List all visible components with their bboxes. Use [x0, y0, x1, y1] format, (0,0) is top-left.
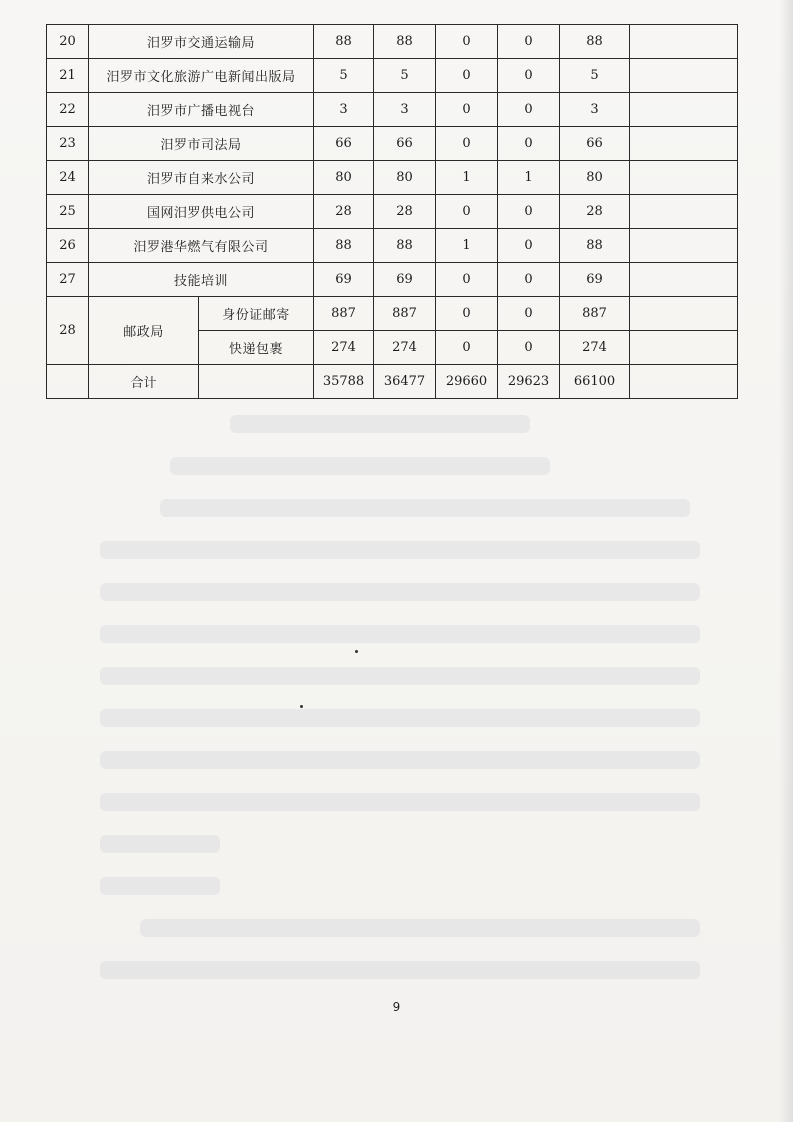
department-name: 邮政局: [89, 297, 199, 365]
value-cell: 3: [374, 93, 436, 127]
row-number: 21: [47, 59, 89, 93]
row-number: 25: [47, 195, 89, 229]
empty-cell: [199, 365, 314, 399]
department-name: 汨罗市交通运输局: [89, 25, 314, 59]
sub-item-name: 身份证邮寄: [199, 297, 314, 331]
value-cell: 0: [498, 25, 560, 59]
value-cell: 66: [560, 127, 630, 161]
department-name: 汨罗市广播电视台: [89, 93, 314, 127]
empty-cell: [630, 195, 738, 229]
department-name: 汨罗市文化旅游广电新闻出版局: [89, 59, 314, 93]
row-number: 20: [47, 25, 89, 59]
value-cell: 28: [560, 195, 630, 229]
value-cell: 0: [436, 127, 498, 161]
empty-cell: [630, 229, 738, 263]
value-cell: 887: [560, 297, 630, 331]
value-cell: 0: [436, 297, 498, 331]
total-value: 66100: [560, 365, 630, 399]
total-value: 29660: [436, 365, 498, 399]
scan-speck: [355, 650, 358, 653]
table-row-postal-1: [47, 297, 738, 331]
value-cell: 274: [560, 331, 630, 365]
table-row: [47, 25, 738, 59]
value-cell: 3: [314, 93, 374, 127]
page-number: 9: [392, 1000, 401, 1014]
table-row: [47, 93, 738, 127]
value-cell: 69: [374, 263, 436, 297]
value-cell: 0: [436, 93, 498, 127]
value-cell: 0: [436, 331, 498, 365]
value-cell: 274: [374, 331, 436, 365]
value-cell: 0: [498, 297, 560, 331]
empty-cell: [630, 263, 738, 297]
value-cell: 5: [560, 59, 630, 93]
empty-cell: [47, 365, 89, 399]
total-value: 29623: [498, 365, 560, 399]
value-cell: 0: [498, 59, 560, 93]
value-cell: 0: [498, 263, 560, 297]
department-name: 汨罗市自来水公司: [89, 161, 314, 195]
empty-cell: [630, 161, 738, 195]
empty-cell: [630, 127, 738, 161]
table-row: [47, 195, 738, 229]
value-cell: 80: [374, 161, 436, 195]
value-cell: 66: [374, 127, 436, 161]
row-number: 22: [47, 93, 89, 127]
total-value: 35788: [314, 365, 374, 399]
table-row: [47, 161, 738, 195]
value-cell: 88: [314, 229, 374, 263]
table-row: [47, 263, 738, 297]
value-cell: 88: [560, 229, 630, 263]
value-cell: 0: [498, 331, 560, 365]
value-cell: 80: [314, 161, 374, 195]
total-label: 合计: [89, 365, 199, 399]
table-row: [47, 229, 738, 263]
empty-cell: [630, 93, 738, 127]
value-cell: 88: [314, 25, 374, 59]
table-row: [47, 59, 738, 93]
table-row-total: [47, 365, 738, 399]
value-cell: 0: [436, 59, 498, 93]
statistics-table-wrapper: [46, 24, 738, 399]
row-number: 28: [47, 297, 89, 365]
department-name: 汨罗市司法局: [89, 127, 314, 161]
value-cell: 88: [374, 229, 436, 263]
total-value: 36477: [374, 365, 436, 399]
value-cell: 0: [436, 263, 498, 297]
value-cell: 887: [314, 297, 374, 331]
value-cell: 0: [498, 195, 560, 229]
value-cell: 66: [314, 127, 374, 161]
table-row: [47, 127, 738, 161]
sub-item-name: 快递包裹: [199, 331, 314, 365]
department-name: 技能培训: [89, 263, 314, 297]
value-cell: 274: [314, 331, 374, 365]
value-cell: 69: [560, 263, 630, 297]
value-cell: 1: [436, 161, 498, 195]
value-cell: 0: [498, 127, 560, 161]
value-cell: 69: [314, 263, 374, 297]
value-cell: 0: [498, 229, 560, 263]
empty-cell: [630, 59, 738, 93]
row-number: 27: [47, 263, 89, 297]
value-cell: 80: [560, 161, 630, 195]
value-cell: 5: [314, 59, 374, 93]
empty-cell: [630, 297, 738, 331]
department-name: 国网汨罗供电公司: [89, 195, 314, 229]
value-cell: 0: [498, 93, 560, 127]
row-number: 26: [47, 229, 89, 263]
statistics-table: [46, 24, 738, 399]
value-cell: 887: [374, 297, 436, 331]
value-cell: 1: [498, 161, 560, 195]
value-cell: 88: [374, 25, 436, 59]
value-cell: 28: [374, 195, 436, 229]
empty-cell: [630, 365, 738, 399]
value-cell: 0: [436, 25, 498, 59]
value-cell: 0: [436, 195, 498, 229]
empty-cell: [630, 331, 738, 365]
value-cell: 3: [560, 93, 630, 127]
empty-cell: [630, 25, 738, 59]
department-name: 汨罗港华燃气有限公司: [89, 229, 314, 263]
value-cell: 1: [436, 229, 498, 263]
scan-edge-shadow: [779, 0, 793, 1122]
row-number: 23: [47, 127, 89, 161]
scan-speck: [300, 705, 303, 708]
row-number: 24: [47, 161, 89, 195]
value-cell: 28: [314, 195, 374, 229]
value-cell: 88: [560, 25, 630, 59]
value-cell: 5: [374, 59, 436, 93]
bleed-through-text-area: [100, 405, 720, 1005]
